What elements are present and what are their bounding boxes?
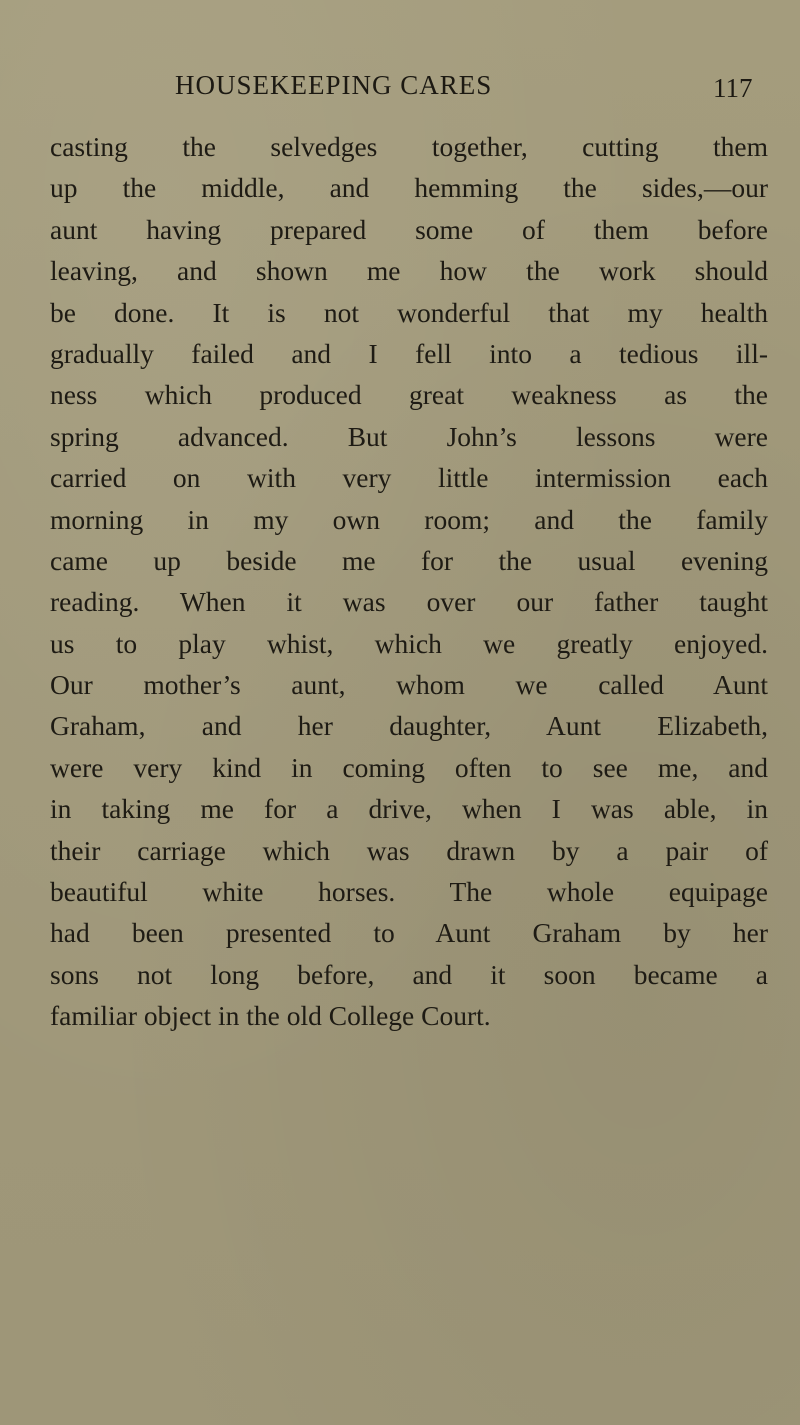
text-line: us to play whist, which we greatly enjoyed. [50, 627, 768, 659]
text-line: their carriage which was drawn by a pair of [50, 834, 768, 866]
text-line: morning in my own room; and the family [50, 503, 768, 535]
running-title: HOUSEKEEPING CARES [175, 70, 493, 100]
text-line: reading. When it was over our father taught [50, 586, 768, 618]
text-line: in taking me for a drive, when I was able, in [50, 793, 768, 825]
text-line: casting the selvedges together, cutting them [50, 131, 768, 162]
text-line: aunt having prepared some of them before [50, 213, 768, 245]
body-text [50, 126, 768, 1037]
text-line: be done. It is not wonderful that my health [50, 296, 768, 328]
running-header [0, 70, 800, 110]
text-line: up the middle, and hemming the sides,—our [50, 172, 768, 204]
text-line: gradually failed and I fell into a tedious ill- [50, 337, 768, 369]
text-line: ness which produced great weakness as the [50, 379, 768, 411]
text-line: had been presented to Aunt Graham by her [50, 917, 768, 949]
text-line: beautiful white horses. The whole equipage [50, 876, 768, 908]
page-number: 117 [713, 73, 753, 103]
text-line: carried on with very little intermission each [50, 462, 768, 494]
text-line: leaving, and shown me how the work should [50, 255, 768, 287]
text-line: sons not long before, and it soon became a [50, 958, 768, 990]
text-line: Graham, and her daughter, Aunt Elizabeth, [50, 710, 768, 742]
text-line: came up beside me for the usual evening [50, 544, 768, 576]
text-line: were very kind in coming often to see me, and [50, 751, 768, 783]
text-line: Our mother’s aunt, whom we called Aunt [50, 669, 768, 701]
text-line-last: familiar object in the old College Court. [50, 1000, 491, 1032]
text-line: spring advanced. But John’s lessons were [50, 420, 768, 452]
